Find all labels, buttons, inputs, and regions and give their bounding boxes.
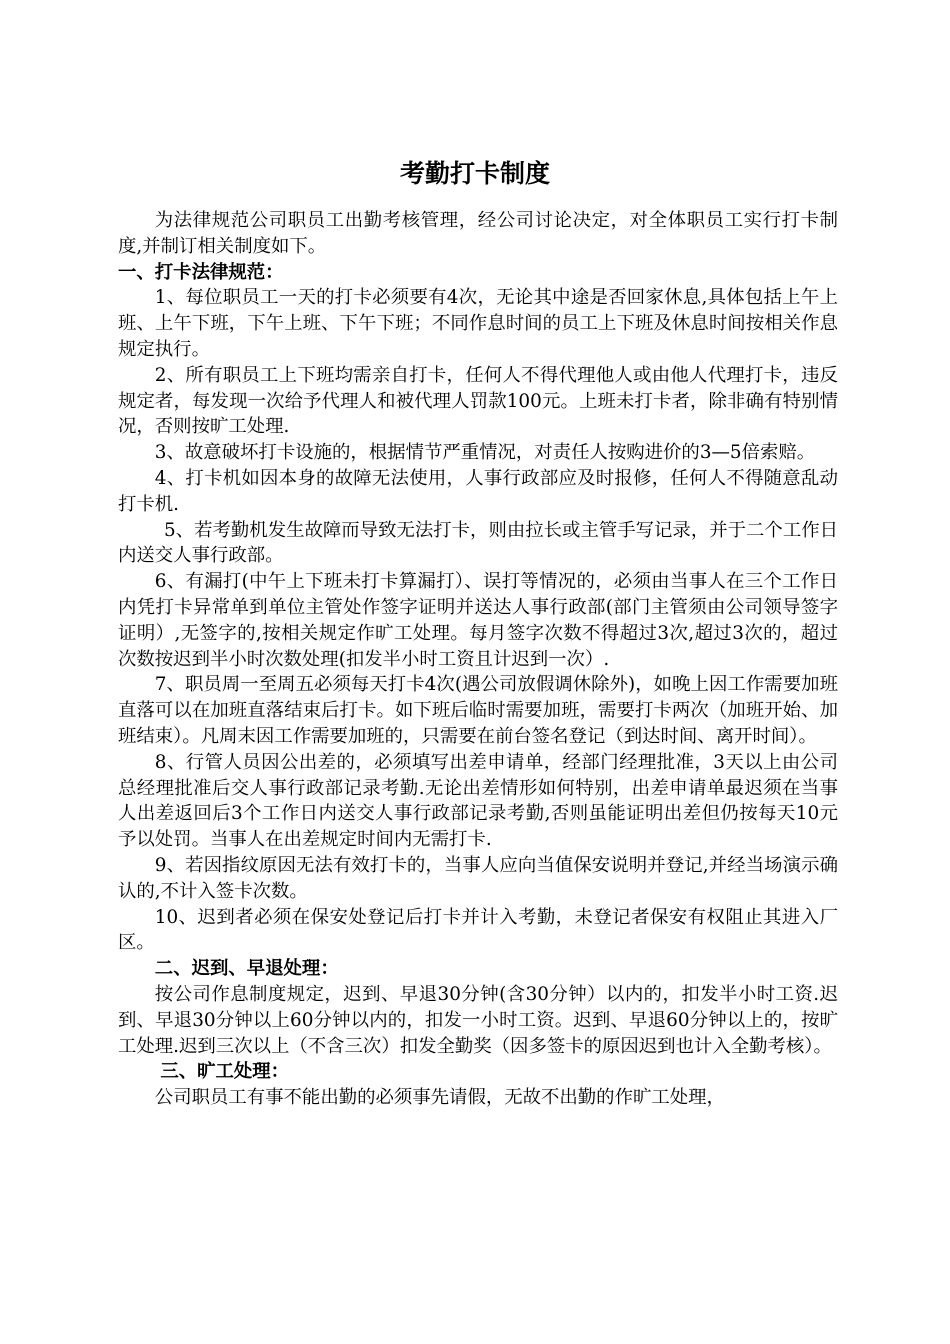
section-1-item-5: 5、若考勤机发生故障而导致无法打卡，则由拉长或主管手写记录，并于二个工作日内送交人事行政部。 (118, 519, 838, 567)
section-1-heading: 一、打卡法律规范： (118, 261, 284, 283)
section-2-heading: 二、迟到、早退处理： (154, 958, 339, 980)
section-3-heading: 三、旷工处理： (160, 1061, 290, 1083)
section-1-item-3: 3、故意破坏打卡设施的，根据情节严重情况，对责任人按购进价的3—5倍索赔。 (154, 442, 816, 464)
section-1-item-7: 7、职员周一至周五必须每天打卡4次(遇公司放假调休除外)，如晚上因工作需要加班直落可以在加班直落结束后打卡。如下班后临时需要加班，需要打卡两次（加班开始、加班结束）。凡周末因工作需要加班的，只需要在前台签名登记（到达时间、离开时间）。 (118, 674, 838, 747)
section-1-item-1: 1、每位职员工一天的打卡必须要有4次，无论其中途是否回家休息,具体包括上午上班、上午下班，下午上班、下午下班；不同作息时间的员工上下班及休息时间按相关作息规定执行。 (118, 287, 838, 360)
section-1-item-10: 10、迟到者必须在保安处登记后打卡并计入考勤，未登记者保安有权阻止其进入厂区。 (118, 906, 838, 954)
intro-paragraph: 为法律规范公司职员工出勤考核管理，经公司讨论决定，对全体职员工实行打卡制度,并制订相关制度如下。 (118, 210, 838, 257)
document-body (118, 208, 838, 1111)
section-2-paragraph: 按公司作息制度规定，迟到、早退30分钟(含30分钟）以内的，扣发半小时工资.迟到、早退30分钟以上60分钟以内的，扣发一小时工资。迟到、早退60分钟以上的，按旷工处理.迟到三次以上（不含三次）扣发全勤奖（因多签卡的原因迟到也计入全勤考核）。 (118, 983, 838, 1057)
section-1-item-9: 9、若因指纹原因无法有效打卡的，当事人应向当值保安说明并登记,并经当场演示确认的,不计入签卡次数。 (118, 854, 838, 902)
document-title: 考勤打卡制度 (399, 159, 550, 188)
section-3-paragraph: 公司职员工有事不能出勤的必须事先请假，无故不出勤的作旷工处理， (154, 1087, 725, 1109)
section-1-item-8: 8、行管人员因公出差的，必须填写出差申请单，经部门经理批准，3天以上由公司总经理批准后交人事行政部记录考勤.无论出差情形如何特别，出差申请单最迟须在当事人出差返回后3个工作日内送交人事行政部记录考勤,否则虽能证明出差但仍按每天10元予以处罚。当事人在出差规定时间内无需打卡. (118, 751, 838, 851)
section-1-item-2: 2、所有职员工上下班均需亲自打卡，任何人不得代理他人或由他人代理打卡，违反规定者，每发现一次给予代理人和被代理人罚款100元。上班未打卡者，除非确有特别情况，否则按旷工处理. (118, 364, 838, 438)
section-1-item-4: 4、打卡机如因本身的故障无法使用，人事行政部应及时报修，任何人不得随意乱动打卡机. (118, 467, 838, 515)
section-1-item-6: 6、有漏打(中午上下班未打卡算漏打）、误打等情况的，必须由当事人在三个工作日内凭打卡异常单到单位主管处作签字证明并送达人事行政部(部门主管须由公司领导签字证明）,无签字的,按相关规定作旷工处理。每月签字次数不得超过3次,超过3次的，超过次数按迟到半小时次数处理(扣发半小时工资且计迟到一次）. (118, 571, 838, 670)
